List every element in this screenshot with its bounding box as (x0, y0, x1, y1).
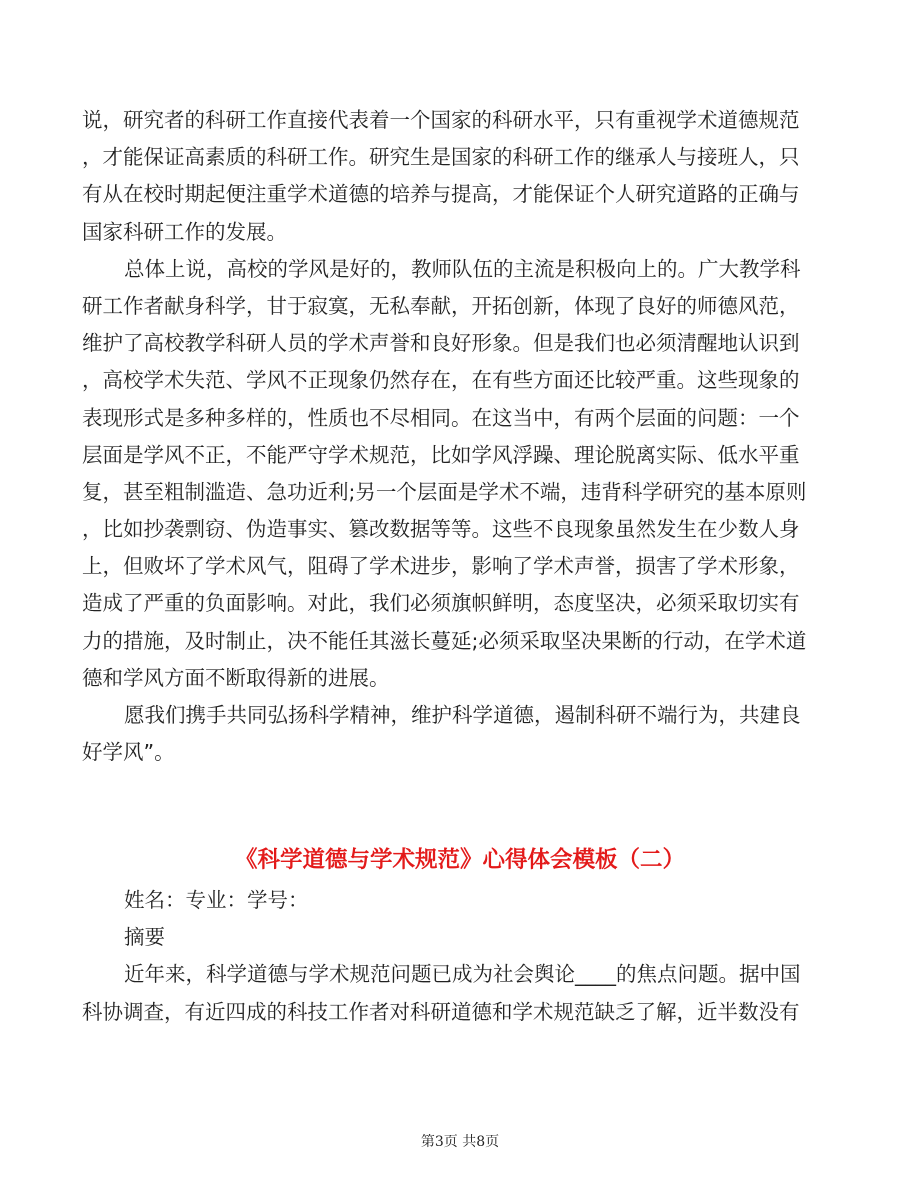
text-line: 有从在校时期起便注重学术道德的培养与提高，才能保证个人研究道路的正确与 (82, 182, 800, 207)
text-line: 愿我们携手共同弘扬科学精神，维护科学道德，遏制科研不端行为，共建良 (124, 703, 801, 727)
text-line: 力的措施，及时制止，决不能任其滋长蔓延;必须采取坚决果断的行动，在学术道 (82, 628, 807, 653)
text-line: ，高校学术失范、学风不正现象仍然存在，在有些方面还比较严重。这些现象的 (82, 368, 800, 393)
info-line: 姓名：专业：学号： (124, 888, 309, 912)
body-text (82, 102, 842, 771)
text-line: 近年来，科学道德与学术规范问题已成为社会舆论____的焦点问题。据中国 (124, 962, 801, 987)
paragraph-2 (82, 251, 842, 697)
paragraph-3 (82, 697, 842, 771)
abstract-label: 摘要 (124, 925, 165, 950)
text-line: 国家科研工作的发展。 (82, 219, 287, 244)
section-title: 《科学道德与学术规范》心得体会模板（二） (234, 847, 685, 873)
text-line: 研工作者献身科学，甘于寂寞，无私奉献，开拓创新，体现了良好的师德风范， (82, 293, 800, 318)
text-line: 造成了严重的负面影响。对此，我们必须旗帜鲜明，态度坚决，必须采取切实有 (82, 591, 800, 616)
text-line: ，比如抄袭剽窃、伪造事实、篡改数据等等。这些不良现象虽然发生在少数人身 (82, 517, 800, 542)
text-line: ，才能保证高素质的科研工作。研究生是国家的科研工作的继承人与接班人，只 (82, 145, 800, 170)
text-line: 总体上说，高校的学风是好的，教师队伍的主流是积极向上的。广大教学科 (124, 256, 801, 281)
page-number: 第3页 共8页 (420, 1134, 500, 1150)
text-line: 复，甚至粗制滥造、急功近利;另一个层面是学术不端，违背科学研究的基本原则 (82, 479, 807, 504)
text-line: 表现形式是多种多样的，性质也不尽相同。在这当中，有两个层面的问题：一个 (82, 405, 800, 430)
text-line: 上，但败坏了学术风气，阻碍了学术进步，影响了学术声誉，损害了学术形象， (82, 554, 800, 579)
text-line: 层面是学风不正，不能严守学术规范，比如学风浮躁、理论脱离实际、低水平重 (82, 442, 800, 467)
paragraph-1 (82, 102, 842, 251)
text-line: 维护了高校教学科研人员的学术声誉和良好形象。但是我们也必须清醒地认识到 (82, 331, 800, 356)
text-line: 好学风”。 (82, 740, 175, 765)
section-2-body (82, 882, 842, 1031)
text-line: 德和学风方面不断取得新的进展。 (82, 665, 390, 690)
text-line: 科协调查，有近四成的科技工作者对科研道德和学术规范缺乏了解，近半数没有 (82, 999, 800, 1024)
text-line: 说，研究者的科研工作直接代表着一个国家的科研水平，只有重视学术道德规范 (82, 108, 800, 132)
